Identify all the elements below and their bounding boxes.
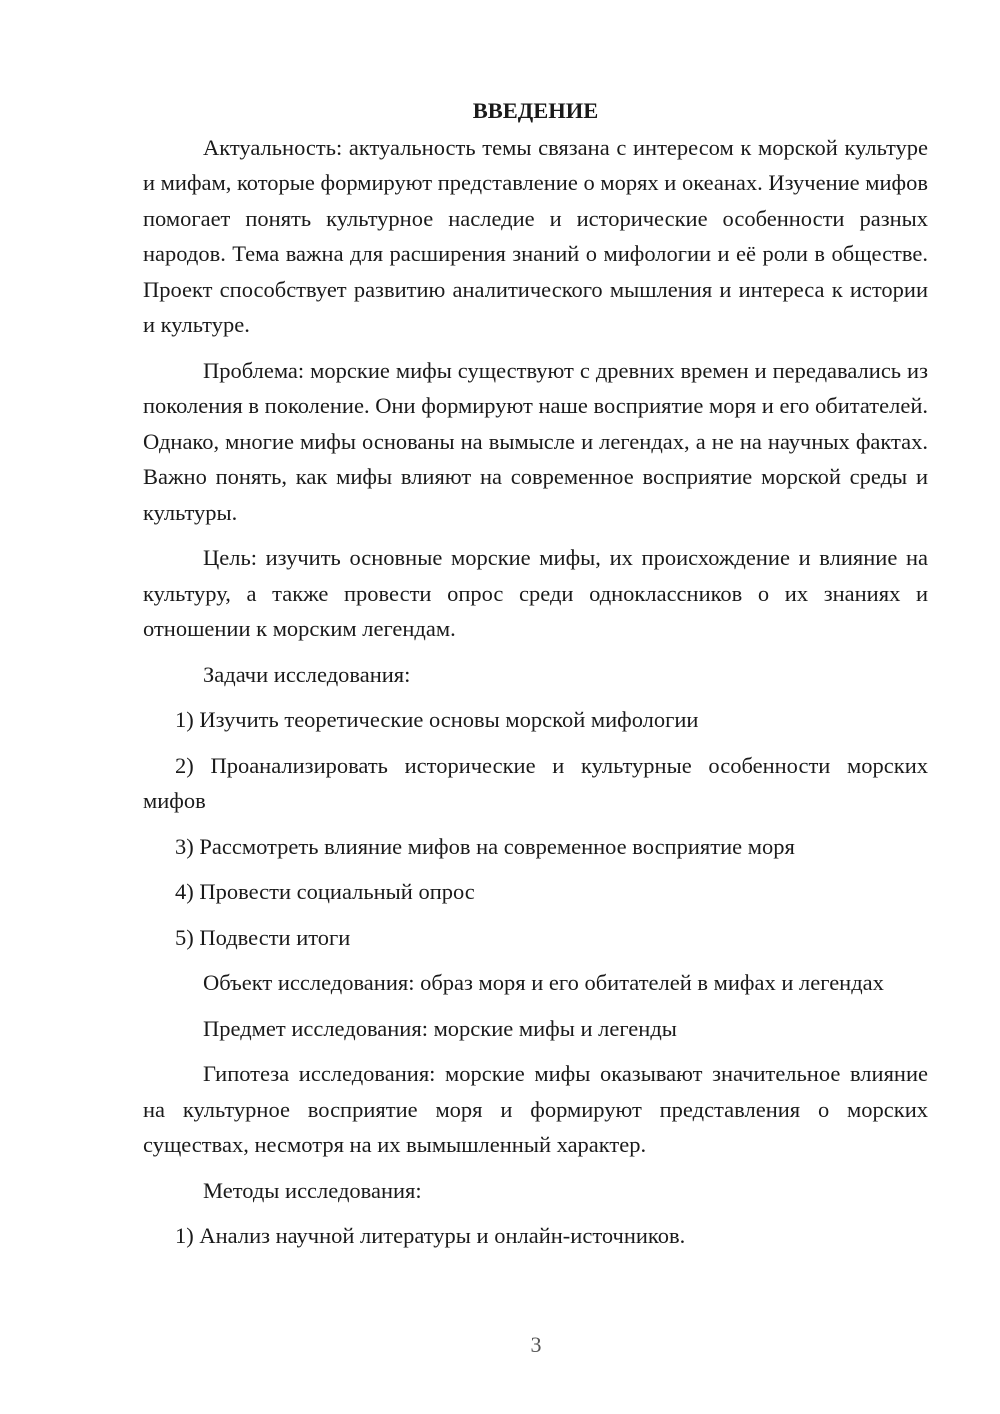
hypothesis-paragraph: Гипотеза исследования: морские мифы оказывают значительное влияние на культурное восприятие моря и формируют представления о морских существах, несмотря на их вымышленный характер. bbox=[143, 1061, 928, 1157]
methods-heading: Методы исследования: bbox=[203, 1177, 422, 1203]
task-item-1: 1) Изучить теоретические основы морской мифологии bbox=[175, 707, 699, 732]
section-title: ВВЕДЕНИЕ bbox=[472, 98, 599, 123]
task-item-5: 5) Подвести итоги bbox=[175, 924, 351, 950]
task-item-4: 4) Провести социальный опрос bbox=[175, 879, 475, 904]
page-number: 3 bbox=[530, 1332, 542, 1357]
task-item-2: 2) Проанализировать исторические и культурные особенности морских мифов bbox=[143, 752, 928, 813]
document-body bbox=[143, 93, 928, 1264]
object-paragraph: Объект исследования: образ моря и его обитателей в мифах и легендах bbox=[203, 970, 884, 995]
subject-paragraph: Предмет исследования: морские мифы и легенды bbox=[203, 1015, 677, 1041]
relevance-paragraph: Актуальность: актуальность темы связана с интересом к морской культуре и мифам, которые формируют представление о морях и океанах. Изучение мифов помогает понять культурное наследие и исторические особенности разных народов. Тема важна для расширения знаний о мифологии и её роли в обществе. Проект способствует развитию аналитического мышления и интереса к истории и культуре. bbox=[143, 134, 928, 337]
problem-paragraph: Проблема: морские мифы существуют с древних времен и передавались из поколения в поколение. Они формируют наше восприятие моря и его обитателей. Однако, многие мифы основаны на вымысле и легендах, а не на научных фактах. Важно понять, как мифы влияют на современное восприятие морской среды и культуры. bbox=[143, 357, 928, 525]
tasks-heading: Задачи исследования: bbox=[203, 661, 411, 687]
task-item-3: 3) Рассмотреть влияние мифов на современное восприятие моря bbox=[175, 833, 795, 859]
method-item-1: 1) Анализ научной литературы и онлайн-источников. bbox=[175, 1223, 686, 1248]
goal-paragraph: Цель: изучить основные морские мифы, их происхождение и влияние на культуру, а также провести опрос среди одноклассников о их знаниях и отношении к морским легендам. bbox=[143, 545, 928, 641]
